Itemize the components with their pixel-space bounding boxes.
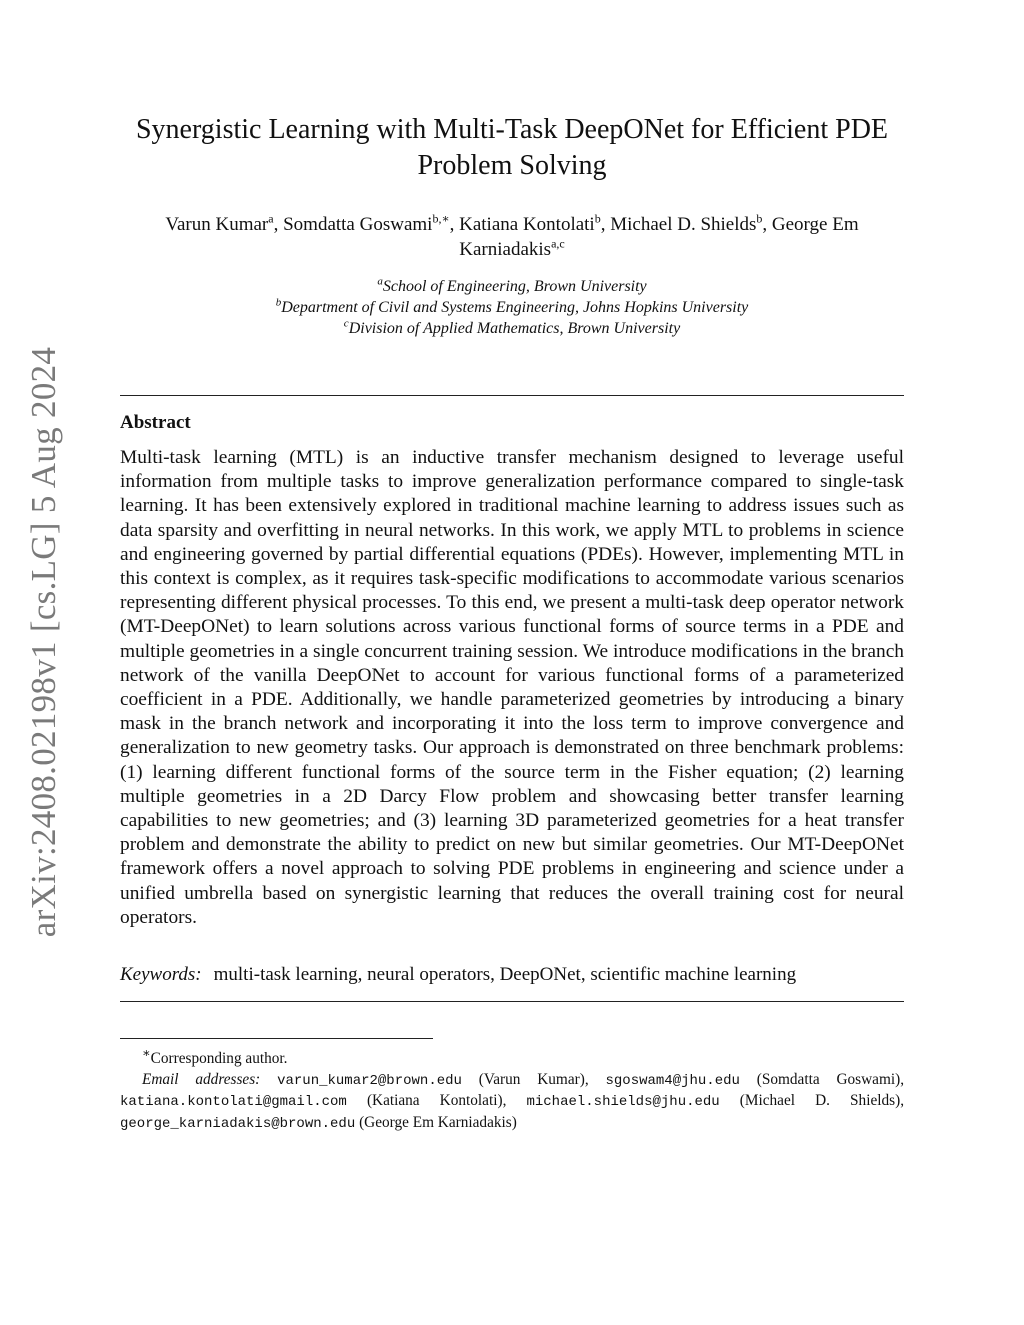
- abstract-heading: Abstract: [120, 412, 191, 433]
- affil-text: Department of Civil and Systems Engineering, Johns Hopkins University: [281, 299, 749, 316]
- email-label: Email addresses:: [142, 1070, 261, 1088]
- keywords-label: Keywords:: [120, 964, 202, 985]
- affil-mark: b: [275, 296, 282, 309]
- author-name: Michael D. Shields: [610, 214, 757, 235]
- abstract-top-rule: [120, 395, 904, 396]
- keywords-text: multi-task learning, neural operators, DeepONet, scientific machine learning: [213, 964, 797, 985]
- affiliation: [120, 276, 904, 297]
- affiliation: [120, 297, 904, 318]
- author-name: Katiana Kontolati: [459, 214, 595, 235]
- email-owner: (Katiana Kontolati): [366, 1092, 503, 1110]
- email-link[interactable]: michael.shields@jhu.edu: [526, 1094, 720, 1111]
- author-name: Varun Kumar: [165, 214, 269, 235]
- author-affil-mark: a,c: [551, 236, 565, 251]
- email-link[interactable]: varun_kumar2@brown.edu: [277, 1072, 462, 1089]
- affil-text: School of Engineering, Brown University: [382, 278, 647, 295]
- author-name: Somdatta Goswami: [283, 214, 433, 235]
- footnotes: [120, 1043, 904, 1134]
- email-note: Email addresses: varun_kumar2@brown.edu (Varun Kumar), sgoswam4@jhu.edu (Somdatta Goswami), katiana.kontolati@gmail.com (Katiana Kontolati), michael.shields@jhu.edu (Michael D. Shields), george_karniadakis@brown.edu (George Em Karniadakis): [120, 1070, 905, 1132]
- email-link[interactable]: sgoswam4@jhu.edu: [605, 1072, 740, 1089]
- affil-mark: a: [377, 275, 383, 288]
- author-affil-mark: b,∗: [432, 211, 450, 226]
- author-name: George Em Karniadakis: [459, 214, 859, 260]
- footnote-rule: [120, 1038, 433, 1039]
- email-owner: (George Em Karniadakis): [359, 1113, 517, 1131]
- author-affil-mark: b: [756, 211, 763, 226]
- affiliation: [120, 318, 904, 339]
- affil-mark: c: [343, 317, 349, 330]
- affil-text: Division of Applied Mathematics, Brown University: [348, 320, 681, 337]
- email-owner: (Michael D. Shields): [739, 1092, 901, 1110]
- corresponding-mark: ∗: [142, 1046, 151, 1060]
- email-owner: (Varun Kumar): [478, 1070, 585, 1088]
- author-affil-mark: b: [594, 211, 601, 226]
- abstract-bottom-rule: [120, 1001, 904, 1002]
- paper-title: Synergistic Learning with Multi-Task DeepONet for Efficient PDE Problem Solving: [135, 114, 889, 181]
- email-link[interactable]: katiana.kontolati@gmail.com: [120, 1094, 347, 1111]
- keywords-line: [120, 964, 904, 986]
- author-list: Varun Kumar$^a$, Somdatta Goswami$^{b,∗}$, Katiana Kontolati$^b$, Michael D. Shields$^b$, George Em Karniadakis$^{a,c}$: [165, 211, 859, 260]
- author-affil-mark: a: [268, 211, 274, 226]
- corresponding-note: [120, 1043, 904, 1070]
- email-link[interactable]: george_karniadakis@brown.edu: [120, 1115, 356, 1132]
- arxiv-side-stamp: arXiv:2408.02198v1 [cs.LG] 5 Aug 2024: [24, 346, 63, 938]
- abstract-text: Multi-task learning (MTL) is an inductive transfer mechanism designed to leverage useful information from multiple tasks to improve generalization performance compared to single-task learning. It has been extensively explored in traditional machine learning to address issues such as data sparsity and overfitting in neural networks. In this work, we apply MTL to problems in science and engineering governed by partial differential equations (PDEs). However, implementing MTL in this context is complex, as it requires task-specific modifications to accommodate various scenarios representing different physical processes. To this end, we present a multi-task deep operator network (MT-DeepONet) to learn solutions across various functional forms of source terms in a PDE and multiple geometries in a single concurrent training session. We introduce modifications in the branch network of the vanilla DeepONet to account for various functional forms of a parameterized coefficient in a PDE. Additionally, we handle parameterized geometries by introducing a binary mask in the branch network and incorporating it into the loss term to improve convergence and generalization to new geometry tasks. Our approach is demonstrated on three benchmark problems: (1) learning different functional forms of the source term in the Fisher equation; (2) learning multiple geometries in a 2D Darcy Flow problem and showcasing better transfer learning capabilities to new geometries; and (3) learning 3D parameterized geometries for a heat transfer problem and demonstrate the ability to predict on new but similar geometries. Our MT-DeepONet framework offers a novel approach to solving PDE problems in engineering and science under a unified umbrella based on synergistic learning that reduces the overall training cost for neural operators.: [120, 447, 904, 928]
- email-owner: (Somdatta Goswami): [756, 1070, 901, 1088]
- affiliation-list: [120, 276, 904, 339]
- corresponding-text: Corresponding author.: [150, 1050, 288, 1068]
